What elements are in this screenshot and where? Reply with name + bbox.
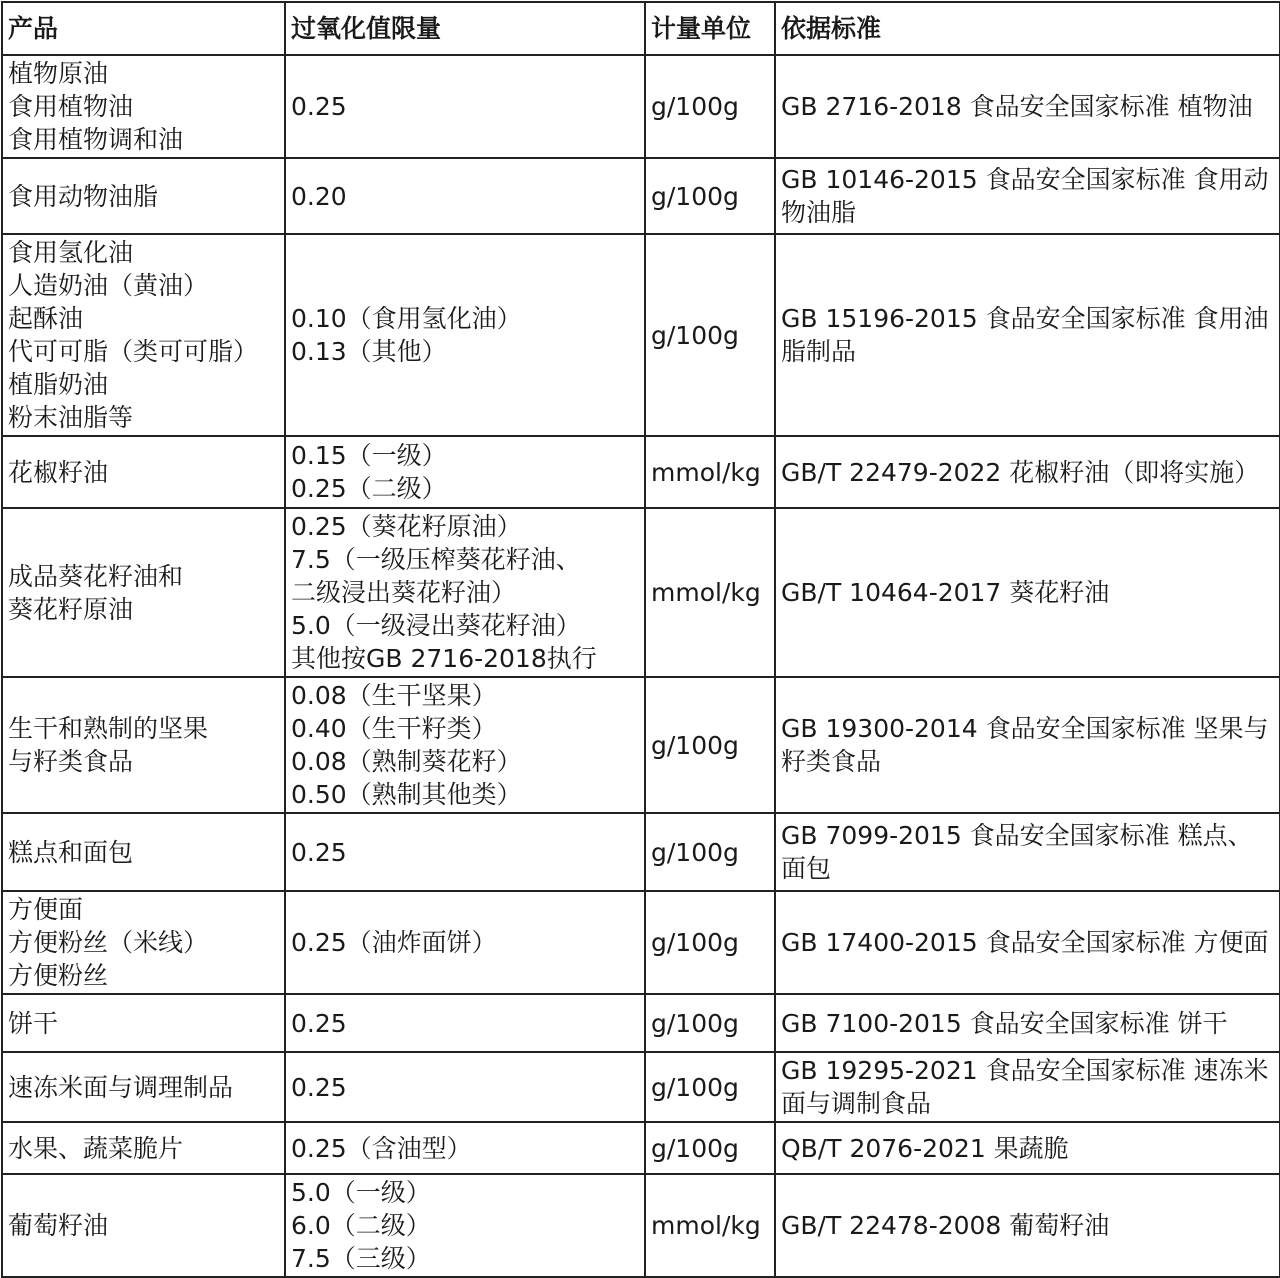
product-line: 葡萄籽油	[8, 1211, 109, 1240]
product-line: 代可可脂（类可可脂）	[8, 337, 259, 366]
limit-line: 0.50（熟制其他类）	[291, 780, 522, 809]
limit-line: 0.20	[291, 181, 347, 211]
header-unit: 计量单位	[645, 2, 775, 55]
product-cell	[2, 891, 285, 994]
limit-line: 0.25	[291, 837, 347, 867]
product-line: 速冻米面与调理制品	[8, 1072, 234, 1102]
standard-text: GB 19295-2021 食品安全国家标准 速冻米面与调制食品	[781, 1056, 1269, 1118]
limit-line: 0.08（生干坚果）	[291, 681, 497, 710]
limit-line: 0.25	[291, 92, 347, 121]
limit-line: 0.25（葵花籽原油）	[291, 512, 522, 541]
product-line: 方便粉丝（米线）	[8, 928, 209, 957]
limit-line: 0.13（其他）	[291, 337, 447, 366]
limit-line: 6.0（二级）	[291, 1211, 431, 1240]
limit-cell	[285, 55, 645, 158]
product-line: 方便粉丝	[8, 961, 109, 990]
unit-cell: mmol/kg	[645, 508, 775, 677]
limit-cell	[285, 813, 645, 891]
table-row	[2, 234, 1280, 436]
limit-line: 0.25（油炸面饼）	[291, 928, 497, 957]
standard-text: GB 19300-2014 食品安全国家标准 坚果与籽类食品	[781, 714, 1269, 776]
standard-cell	[775, 436, 1280, 508]
limit-line: 0.40（生干籽类）	[291, 714, 497, 743]
limit-line: 5.0（一级）	[291, 1178, 431, 1207]
product-cell	[2, 508, 285, 677]
standard-cell	[775, 1122, 1280, 1174]
unit-cell: g/100g	[645, 677, 775, 813]
standard-cell	[775, 234, 1280, 436]
product-line: 花椒籽油	[8, 457, 109, 487]
standard-text: GB 7100-2015 食品安全国家标准 饼干	[781, 1008, 1228, 1038]
limit-cell	[285, 234, 645, 436]
table-row	[2, 1052, 1280, 1122]
unit-cell: mmol/kg	[645, 436, 775, 508]
limit-line: 7.5（三级）	[291, 1244, 431, 1273]
limit-line: 二级浸出葵花籽油）	[291, 578, 517, 607]
standard-cell	[775, 55, 1280, 158]
product-line: 成品葵花籽油和	[8, 561, 184, 591]
unit-cell: g/100g	[645, 234, 775, 436]
unit-cell: g/100g	[645, 994, 775, 1052]
peroxide-limit-table	[1, 1, 1280, 1278]
header-product: 产品	[2, 2, 285, 55]
standard-text: GB 7099-2015 食品安全国家标准 糕点、面包	[781, 821, 1253, 883]
limit-cell	[285, 891, 645, 994]
standard-cell	[775, 508, 1280, 677]
limit-line: 0.25（二级）	[291, 474, 447, 503]
product-line: 饼干	[8, 1008, 59, 1038]
standard-text: GB 2716-2018 食品安全国家标准 植物油	[781, 92, 1253, 121]
product-cell	[2, 158, 285, 234]
product-cell	[2, 994, 285, 1052]
standard-cell	[775, 891, 1280, 994]
limit-line: 0.25	[291, 1008, 347, 1038]
limit-line: 0.25（含油型）	[291, 1133, 472, 1163]
product-line: 植脂奶油	[8, 370, 109, 399]
product-cell	[2, 1122, 285, 1174]
limit-cell	[285, 436, 645, 508]
table-row	[2, 994, 1280, 1052]
product-line: 粉末油脂等	[8, 403, 134, 432]
table-row	[2, 1174, 1280, 1277]
standard-cell	[775, 1174, 1280, 1277]
product-line: 植物原油	[8, 59, 109, 88]
limit-cell	[285, 1174, 645, 1277]
unit-cell: g/100g	[645, 813, 775, 891]
header-limit: 过氧化值限量	[285, 2, 645, 55]
product-line: 水果、蔬菜脆片	[8, 1133, 184, 1163]
product-line: 食用动物油脂	[8, 181, 159, 211]
limit-cell	[285, 1122, 645, 1174]
table-row	[2, 813, 1280, 891]
standard-cell	[775, 677, 1280, 813]
product-line: 食用氢化油	[8, 238, 134, 267]
product-cell	[2, 677, 285, 813]
product-line: 葵花籽原油	[8, 594, 134, 624]
limit-cell	[285, 994, 645, 1052]
standard-text: GB/T 22478-2008 葡萄籽油	[781, 1211, 1110, 1240]
table-row	[2, 677, 1280, 813]
header-row	[2, 2, 1280, 55]
standard-text: GB 10146-2015 食品安全国家标准 食用动物油脂	[781, 165, 1269, 227]
limit-line: 7.5（一级压榨葵花籽油、	[291, 545, 581, 574]
unit-cell: g/100g	[645, 891, 775, 994]
table-row	[2, 508, 1280, 677]
product-cell	[2, 813, 285, 891]
standard-cell	[775, 158, 1280, 234]
product-line: 方便面	[8, 895, 84, 924]
limit-line: 0.25	[291, 1072, 347, 1102]
unit-cell: mmol/kg	[645, 1174, 775, 1277]
table-row	[2, 891, 1280, 994]
limit-line: 其他按GB 2716-2018执行	[291, 644, 597, 673]
unit-cell: g/100g	[645, 158, 775, 234]
limit-cell	[285, 1052, 645, 1122]
limit-line: 0.08（熟制葵花籽）	[291, 747, 522, 776]
limit-line: 5.0（一级浸出葵花籽油）	[291, 611, 581, 640]
limit-line: 0.10（食用氢化油）	[291, 304, 522, 333]
product-line: 起酥油	[8, 304, 84, 333]
product-line: 食用植物调和油	[8, 125, 184, 154]
limit-cell	[285, 677, 645, 813]
header-standard: 依据标准	[775, 2, 1280, 55]
product-cell	[2, 1052, 285, 1122]
product-cell	[2, 1174, 285, 1277]
standard-cell	[775, 994, 1280, 1052]
product-line: 食用植物油	[8, 92, 134, 121]
product-line: 人造奶油（黄油）	[8, 271, 209, 300]
product-cell	[2, 436, 285, 508]
limit-line: 0.15（一级）	[291, 441, 447, 470]
limit-cell	[285, 508, 645, 677]
product-line: 生干和熟制的坚果	[8, 714, 209, 743]
unit-cell: g/100g	[645, 55, 775, 158]
table-row	[2, 55, 1280, 158]
table-row	[2, 1122, 1280, 1174]
standard-text: GB/T 10464-2017 葵花籽油	[781, 578, 1110, 607]
standard-text: QB/T 2076-2021 果蔬脆	[781, 1133, 1069, 1163]
product-cell	[2, 234, 285, 436]
product-line: 与籽类食品	[8, 747, 134, 776]
unit-cell: g/100g	[645, 1052, 775, 1122]
limit-cell	[285, 158, 645, 234]
table-row	[2, 436, 1280, 508]
standard-text: GB/T 22479-2022 花椒籽油（即将实施）	[781, 457, 1260, 487]
standard-text: GB 15196-2015 食品安全国家标准 食用油脂制品	[781, 304, 1269, 366]
table-row	[2, 158, 1280, 234]
unit-cell: g/100g	[645, 1122, 775, 1174]
standard-cell	[775, 813, 1280, 891]
product-cell	[2, 55, 285, 158]
product-line: 糕点和面包	[8, 837, 134, 867]
standard-text: GB 17400-2015 食品安全国家标准 方便面	[781, 928, 1269, 957]
standard-cell	[775, 1052, 1280, 1122]
